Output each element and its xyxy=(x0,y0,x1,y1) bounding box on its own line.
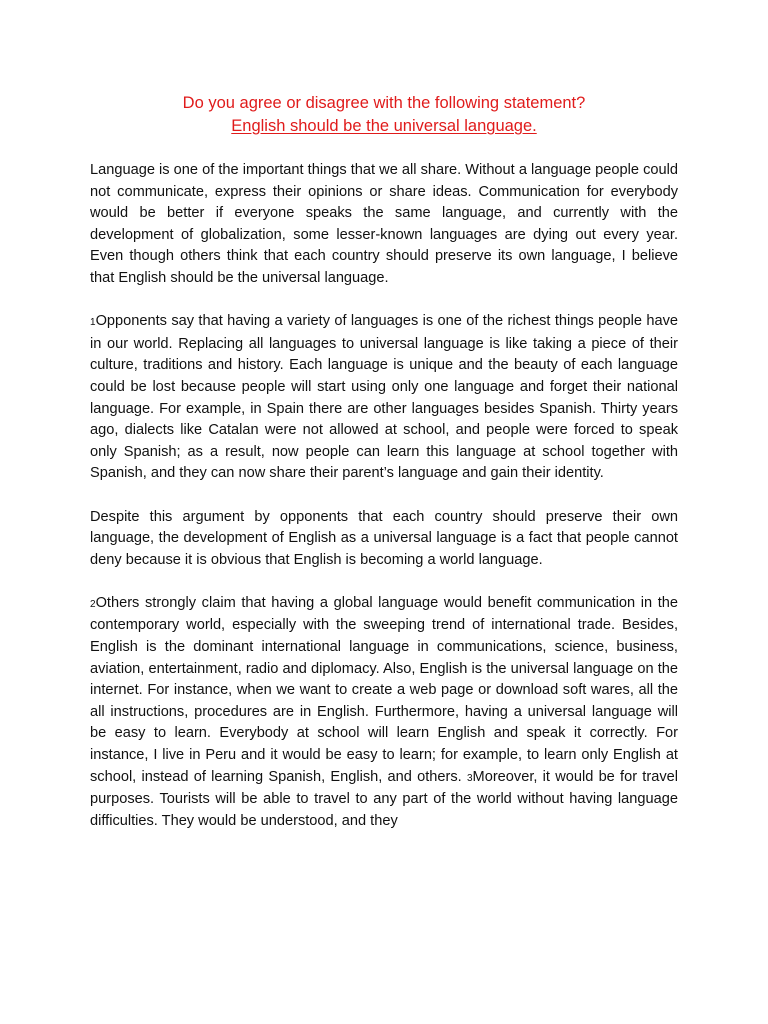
paragraph-text: Moreover, it would be for travel purposes. Tourists will be able to travel to any part of the world without having language difficulties. They would be understood, and they xyxy=(90,768,678,829)
paragraph-marker: 1 xyxy=(90,317,96,329)
prompt-question: Do you agree or disagree with the following statement? xyxy=(182,94,586,112)
paragraph-marker: 2 xyxy=(90,598,96,610)
paragraph-introduction xyxy=(90,160,678,290)
paragraph-text: Others strongly claim that having a global language would benefit communication in the contemporary world, especially with the sweeping trend of international trade. Besides, English is the dominant international language in communications, science, business, aviation, entertainment, radio and diplomacy. Also, English is the universal language on the internet. For instance, when we want to create a web page or download soft wares, all the all instructions, procedures are in English. Furthermore, having a universal language will be easy to learn. Everybody at school will learn English and speak it correctly. For instance, I live in Peru and it would be easy to learn; for example, to learn only English at school, instead of learning Spanish, English, and others. xyxy=(90,594,678,785)
paragraph-arguments xyxy=(90,593,678,833)
prompt-statement: English should be the universal language. xyxy=(231,117,537,135)
paragraph-transition xyxy=(90,507,678,572)
paragraph-opponents xyxy=(90,311,678,485)
paragraph-text: Opponents say that having a variety of languages is one of the richest things people have in our world. Replacing all languages to universal language is like taking a piece of their culture, traditions and history. Each language is unique and the beauty of each language could be lost because people will start using only one language and forget their national language. For example, in Spain there are other languages besides Spanish. Thirty years ago, dialects like Catalan were not allowed at school, and people were forced to speak only Spanish; as a result, now people can learn this language at school together with Spanish, and they can now share their parent’s language and gain their identity. xyxy=(90,313,678,482)
paragraph-text: Language is one of the important things that we all share. Without a language people could not communicate, express their opinions or share ideas. Communication for everybody would be better if everyone speaks the same language, and currently with the development of globalization, some lesser-known languages are dying out every year. Even though others think that each country should preserve its own language, I believe that English should be the universal language. xyxy=(90,162,678,286)
essay-prompt xyxy=(90,92,678,138)
paragraph-marker: 3 xyxy=(466,772,473,784)
essay-body xyxy=(90,160,678,832)
paragraph-text: Despite this argument by opponents that each country should preserve their own language, the development of English as a universal language is a fact that people cannot deny because it is obvious that English is becoming a world language. xyxy=(90,508,678,568)
